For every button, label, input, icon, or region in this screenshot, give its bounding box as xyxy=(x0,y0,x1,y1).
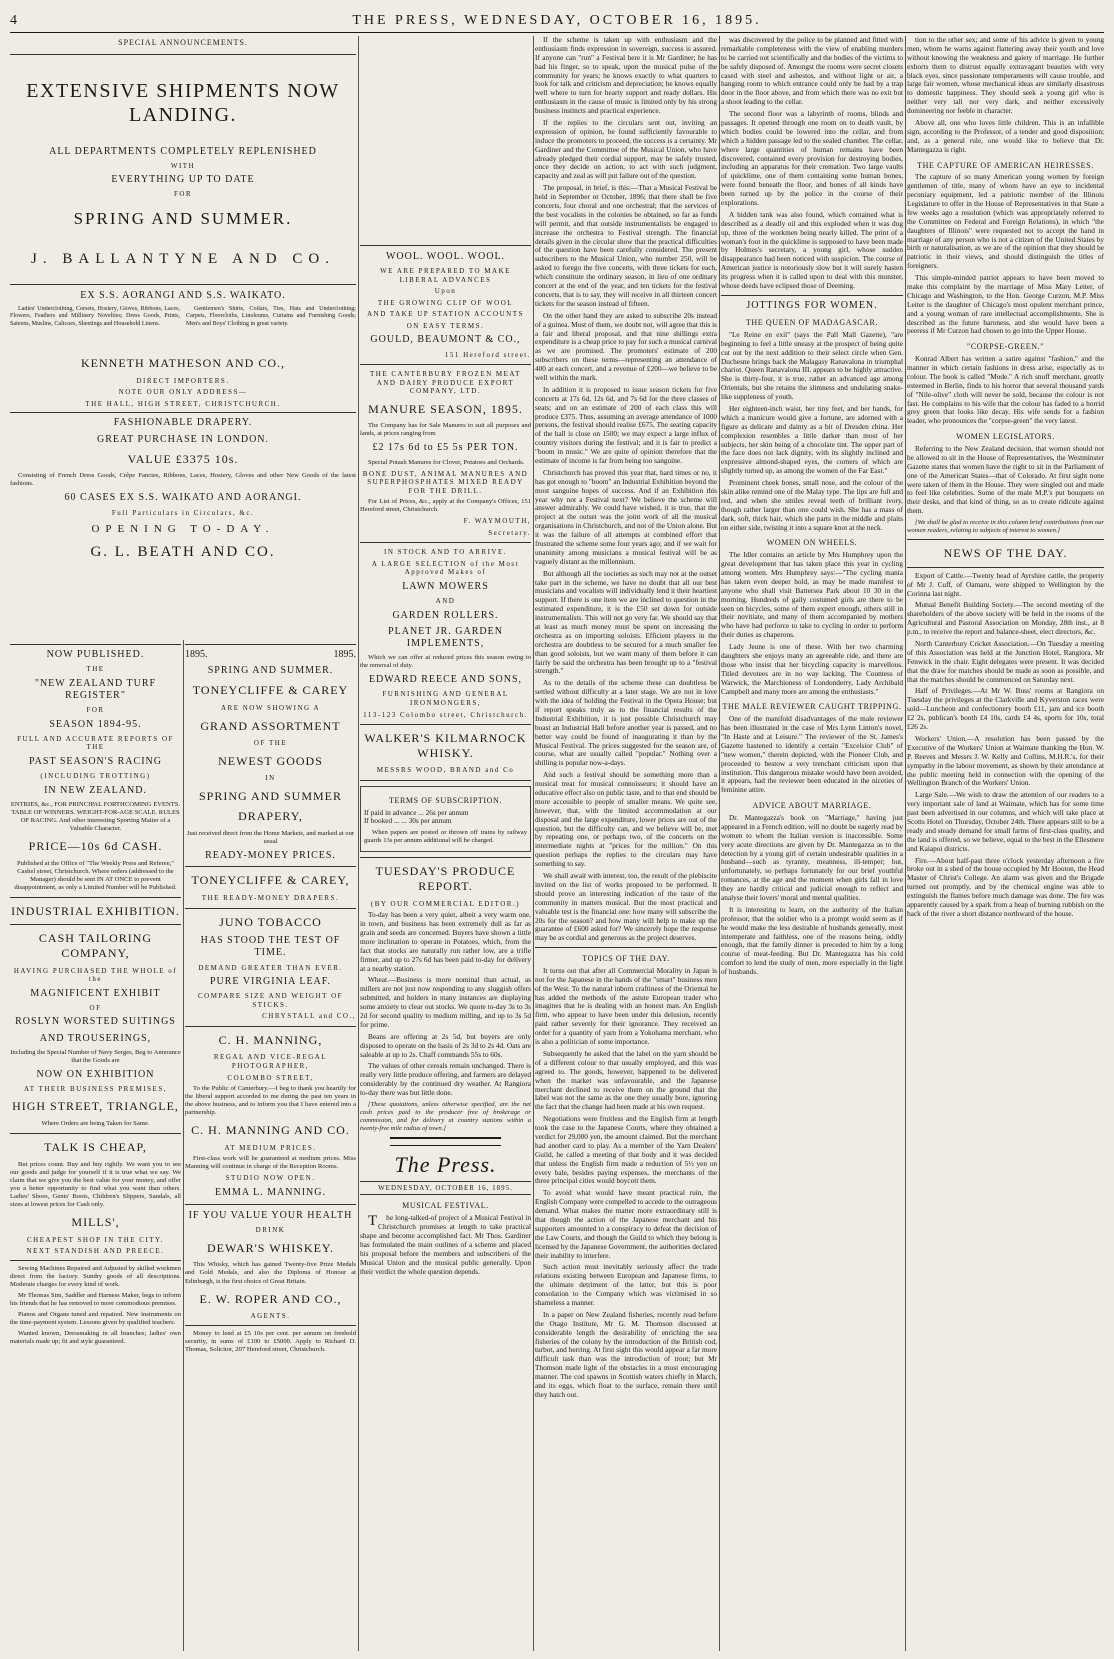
ad-firm: G. L. BEATH AND CO. xyxy=(90,543,276,560)
article-heading: WOMEN ON WHEELS. xyxy=(766,538,858,548)
ad-text: WE ARE PREPARED TO MAKE LIBERAL ADVANCES xyxy=(380,267,511,284)
ad-high-street: HIGH STREET, TRIANGLE, xyxy=(12,1099,179,1114)
ad-selection: A LARGE SELECTION of the Most Approved Makes of xyxy=(371,559,520,577)
canterbury-ad: THE CANTERBURY FROZEN MEAT AND DAIRY PRODUCE EXPORT COMPANY, LTD. MANURE SEASON, 1895. The Company has for Sale Manures to suit all purposes and lands, at prices ranging from £2 17s 6d to £5 5s PER TON. Special Potash Manures for Clover, Potatoes and Orchards. BONE DUST, ANIMAL MANURES AND SUPERPHOSPHATES MIXED READY FOR THE DRILL. For List of Prices, &c., apply at the Company's Offices, 151 Hereford street, Christchurch. F. WAYMOUTH, Secretary. xyxy=(360,370,531,537)
divider xyxy=(360,245,531,246)
ad-firm: TONEYCLIFFE & CAREY, xyxy=(191,873,350,888)
ornament-rule xyxy=(390,1137,501,1146)
article-heading: ADVICE ABOUT MARRIAGE. xyxy=(752,801,872,811)
ad-firm: EDWARD REECE AND SONS, xyxy=(368,674,523,686)
press-date: WEDNESDAY, OCTOBER 16, 1895. xyxy=(360,1181,531,1196)
subscription-advance: If paid in advance ... 26s per annum xyxy=(364,807,469,817)
matheson-ad xyxy=(10,290,356,408)
ad-purchase: GREAT PURCHASE IN LONDON. xyxy=(96,433,270,445)
ad-cases: 60 CASES EX S.S. WAIKATO AND AORANGI. xyxy=(64,492,302,504)
ad-of: OF xyxy=(89,1003,102,1012)
ad-terms: ON EASY TERMS. xyxy=(406,321,485,330)
ad-for: FOR xyxy=(173,190,193,199)
mills-ad: TALK IS CHEAP, But prices count. Buy and buy rightly. We want you to see our goods and judge for yourself if it is true what we say. We claim that we give you the best value for your money, and offer you a better opportunity to find what you want than others. Ladies' Shoes, Gents' Boots, Children's Slippers, Sandals, all sizes at lowest prices for Cash only. MILLS', CHEAPEST SHOP IN THE CITY. NEXT STANDISH AND PREECE. xyxy=(10,1140,181,1256)
divider xyxy=(10,1133,181,1134)
ad-consign: AND TAKE UP STATION ACCOUNTS xyxy=(367,310,524,319)
ad-upon: Upon xyxy=(434,287,457,296)
divider xyxy=(10,412,356,413)
ad-spring: SPRING AND SUMMER xyxy=(198,788,343,803)
toneycliffe-ad: 1895. 1895. SPRING AND SUMMER. TONEYCLIFFE & CAREY ARE NOW SHOWING A GRAND ASSORTMENT OF THE NEWEST GOODS IN SPRING AND SUMMER DRAPERY, Just received direct from the Home Markets, and marked at our usual READY-MONEY PRICES. TONEYCLIFFE & CAREY, THE READY-MONEY DRAPERS. xyxy=(185,649,356,902)
ad-manure: MANURE SEASON, 1895. xyxy=(368,401,523,416)
ad-past: PAST SEASON'S RACING xyxy=(29,755,162,767)
ad-firm: GOULD, BEAUMONT & CO., xyxy=(370,334,521,346)
lawn-ad: IN STOCK AND TO ARRIVE. A LARGE SELECTION of the Most Approved Makes of LAWN MOWERS AND GARDEN ROLLERS. PLANET JR. GARDEN IMPLEMENTS, Which we can offer at reduced prices this season owing to the removal of duty. EDWARD REECE AND SONS, FURNISHING AND GENERAL IRONMONGERS, 113-123 Colombo street, Christchurch. xyxy=(360,548,531,719)
ad-rollers: GARDEN ROLLERS. xyxy=(392,609,499,621)
column-1a: NOW PUBLISHED. THE "NEW ZEALAND TURF REGISTER" FOR SEASON 1894-95. FULL AND ACCURATE REPORTS OF THE PAST SEASON'S RACING (INCLUDING TROTTING) IN NEW ZEALAND. ENTRIES, &c., FOR PRINCIPAL FORTHCOMING EVENTS. TABLE OF WINNERS. WEIGHT-FOR-AGE SCALE. RULES OF RACING. And other interesting Sporting Matter of a Valuable Character. PRICE—10s 6d CASH. Published at the Office of "The Weekly Press and Referee," Cashel street, Christchurch. Where orders (addressed to the Manager) should be sent IN AT ONCE to prevent disappointment, as only a Limited Number will be Published. INDUSTRIAL EXHIBITION. CASH TAILORING COMPANY, HAVING PURCHASED THE WHOLE of the MAGNIFICENT EXHIBIT OF ROSLYN WORSTED SUITINGS AND TROUSERINGS, Including the Special Number of Navy Serges, Beg to Announce that the Goods are NOW ON EXHIBITION AT THEIR BUSINESS PREMISES, HIGH STREET, TRIANGLE, Where Orders are being Taken for Same. TALK IS CHEAP, But prices count. Buy and buy rightly. We want you to see our goods and judge for yourself if it is true what we say. We claim that we give you the best value for your money, and offer you a better opportunity to find what you want than others. Ladies' Shoes, Gents' Boots, Children's Slippers, Sandals, all sizes at lowest prices for Cash only. MILLS', CHEAPEST SHOP IN THE CITY. NEXT STANDISH AND PREECE. Sewing Machines Repaired and Adjusted by skilled workmen direct from the factory. Sundry goods of all descriptions. Moderate charges for every kind of work. Mr Thomas Sim, Saddler and Harness Maker, begs to inform his friends that he has removed to more commodious premises. Pianos and Organs tuned and repaired. New instruments on the time-payment system. Lessons given by qualified teachers. Wanted known, Dressmaking in all branches; ladies' own materials made up; fit and style guaranteed. xyxy=(10,640,181,1651)
divider xyxy=(907,567,1104,568)
column-rule xyxy=(719,36,720,1651)
ad-season: SPRING AND SUMMER. xyxy=(73,208,293,228)
ad-price: £2 17s 6d to £5 5s PER TON. xyxy=(372,442,519,454)
ad-address: 113-123 Colombo street, Christchurch. xyxy=(363,710,528,719)
divider xyxy=(10,1260,181,1261)
ad-magnificent: MAGNIFICENT EXHIBIT xyxy=(30,987,161,999)
divider xyxy=(10,897,181,898)
ad-heading: INDUSTRIAL EXHIBITION. xyxy=(11,903,180,918)
ad-heading: TALK IS CHEAP, xyxy=(44,1140,147,1155)
produce-byline: (BY OUR COMMERCIAL EDITOR.) xyxy=(370,899,521,908)
ad-company: CASH TAILORING COMPANY, xyxy=(38,931,153,960)
divider xyxy=(10,924,181,925)
ad-bonedust: BONE DUST, ANIMAL MANURES AND SUPERPHOSPHATES MIXED READY FOR THE DRILL. xyxy=(362,469,529,495)
ad-stood: HAS STOOD THE TEST OF TIME. xyxy=(200,935,341,959)
article-heading: WOMEN LEGISLATORS. xyxy=(956,432,1055,442)
ad-planet: PLANET JR. GARDEN IMPLEMENTS, xyxy=(388,625,503,649)
column-1b: 1895. 1895. SPRING AND SUMMER. TONEYCLIFFE & CAREY ARE NOW SHOWING A GRAND ASSORTMENT OF THE NEWEST GOODS IN SPRING AND SUMMER DRAPERY, Just received direct from the Home Markets, and marked at our usual READY-MONEY PRICES. TONEYCLIFFE & CAREY, THE READY-MONEY DRAPERS. JUNO TOBACCO HAS STOOD THE TEST OF TIME. DEMAND GREATER THAN EVER. PURE VIRGINIA LEAF. COMPARE SIZE AND WEIGHT OF STICKS. CHRYSTALL and CO., C. H. MANNING, REGAL AND VICE-REGAL PHOTOGRAPHER, COLOMBO STREET, To the Public of Canterbury.—I beg to thank you heartily for the liberal support accorded to me during the past ten years in the above business, and to inform you that I have entered into a partnership. C. H. MANNING AND CO. AT MEDIUM PRICES. First-class work will be guaranteed at medium prices. Miss Manning will continue in charge of the Reception Rooms. STUDIO NOW OPEN. EMMA L. MANNING. IF YOU VALUE YOUR HEALTH DRINK DEWAR'S WHISKEY. This Whisky, which has gained Twenty-five Prize Medals and Gold Medals, and also the Diploma of Honour at Edinburgh, is the first choice of Great Britain. E. W. ROPER AND CO., AGENTS. Money to lend at £5 10s per cent. per annum on freehold security, in sums of £100 to £5000. Apply to Richard D. Thomas, Solicitor, 207 Hereford street, Christchurch. xyxy=(185,640,356,1651)
ad-firm: THE CANTERBURY FROZEN MEAT AND DAIRY PRODUCE EXPORT COMPANY, LTD. xyxy=(370,370,521,396)
article-heading: THE QUEEN OF MADAGASCAR. xyxy=(745,318,879,328)
divider xyxy=(185,1204,356,1205)
ad-firm: E. W. ROPER AND CO., xyxy=(199,1291,342,1306)
ad-price: AT MEDIUM PRICES. xyxy=(224,1143,317,1152)
column-rule xyxy=(358,36,359,1651)
ad-line: EVERYTHING UP TO DATE xyxy=(111,174,255,186)
divider xyxy=(185,1325,356,1326)
article-heading: THE CAPTURE OF AMERICAN HEIRESSES. xyxy=(917,160,1094,170)
ad-emma: EMMA L. MANNING. xyxy=(215,1186,326,1198)
column-rule xyxy=(905,36,906,1651)
ad-circulars: Full Particulars in Circulars, &c. xyxy=(111,508,255,517)
divider xyxy=(360,780,531,781)
ad-role: THE READY-MONEY DRAPERS. xyxy=(201,893,340,902)
subscription-booked: If booked ... ... 30s per annum xyxy=(364,816,452,826)
subscription-box: TERMS OF SUBSCRIPTION. If paid in advance ... 26s per annum If booked ... ... 30s per annum When papers are posted or thrown off trains by railway guards 13s per annum additional will be charged. xyxy=(360,786,531,853)
ad-brand: DEWAR'S WHISKEY. xyxy=(206,1240,335,1255)
leader-heading: MUSICAL FESTIVAL. xyxy=(402,1201,489,1211)
box-heading: TERMS OF SUBSCRIPTION. xyxy=(388,795,502,805)
ad-season: SPRING AND SUMMER. xyxy=(207,665,334,677)
ad-ready: READY-MONEY PRICES. xyxy=(205,850,336,862)
ad-drapery: DRAPERY, xyxy=(238,809,303,824)
section-label: SPECIAL ANNOUNCEMENTS. xyxy=(118,38,248,47)
ad-line: ALL DEPARTMENTS COMPLETELY REPLENISHED xyxy=(49,145,317,157)
ad-opening: OPENING TO-DAY. xyxy=(91,523,275,536)
ad-premises: AT THEIR BUSINESS PREMISES, xyxy=(24,1084,167,1093)
ad-address: 151 Hereford street. xyxy=(444,350,531,359)
ad-grand: GRAND ASSORTMENT xyxy=(200,718,341,733)
ad-and: AND xyxy=(435,597,456,606)
ad-compare: COMPARE SIZE AND WEIGHT OF STICKS. xyxy=(197,992,344,1009)
divider xyxy=(721,295,903,296)
divider xyxy=(360,364,531,365)
ad-newest: NEWEST GOODS xyxy=(218,753,323,768)
column-rule xyxy=(533,36,534,1651)
ad-agents: AGENTS. xyxy=(250,1312,291,1321)
article-heading: "CORPSE-GREEN." xyxy=(966,342,1045,352)
ad-roslyn: ROSLYN WORSTED SUITINGS xyxy=(15,1016,176,1028)
ad-heading: JUNO TOBACCO xyxy=(219,914,322,929)
ad-stock: IN STOCK AND TO ARRIVE. xyxy=(384,548,507,557)
manning-ad: C. H. MANNING, REGAL AND VICE-REGAL PHOTOGRAPHER, COLOMBO STREET, To the Public of Canterbury.—I beg to thank you heartily for the liberal support accorded to me during the past ten years in the above business, and to inform you that I have entered into a partnership. C. H. MANNING AND CO. AT MEDIUM PRICES. First-class work will be guaranteed at medium prices. Miss Manning will continue in charge of the Reception Rooms. STUDIO NOW OPEN. EMMA L. MANNING. xyxy=(185,1032,356,1198)
ad-if: IF YOU VALUE YOUR HEALTH xyxy=(188,1210,353,1222)
ad-role: FURNISHING AND GENERAL IRONMONGERS, xyxy=(382,690,509,707)
ad-price: PRICE—10s 6d CASH. xyxy=(28,838,163,853)
divider xyxy=(10,284,356,285)
ad-value: VALUE £3375 10s. xyxy=(127,451,239,466)
ad-for: FOR xyxy=(86,706,105,715)
ad-firm: KENNETH MATHESON AND CO., xyxy=(81,356,285,371)
ad-corner: NEXT STANDISH AND PREECE. xyxy=(26,1247,165,1256)
ad-brand: WALKER'S KILMARNOCK WHISKY. xyxy=(364,731,527,760)
ad-studio: STUDIO NOW OPEN. xyxy=(225,1174,316,1183)
divider xyxy=(185,1026,356,1027)
ad-line: THE GROWING CLIP OF WOOL xyxy=(377,298,514,307)
ad-trouserings: AND TROUSERINGS, xyxy=(39,1032,152,1044)
column-5: was discovered by the police to be planned and fitted with remarkable completeness with the view of enabling murders to be carried out scientifically and the bodies of the victims to be safely disposed of. Amongst the rooms were secret closets cased with steel and asbestos, and without light or air, a hanging room to which entrance could only be had by a trap door in the floor above, and from which there was no exit but a shoot leading to the cellar. The second floor was a labyrinth of rooms, blinds and passages. It opened through one room on to death vault, by which bodies could be lowered into the cellar, and from which a hidden passage led to the sealed chamber. The cellar, where large quantities of human remains have been discovered, contained every provision for destroying bodies, including an apparatus for their cremation. Two large vaults of quicklime, one of them containing some human bones, were found beneath the floor, and bones of all kinds have been turned up by the police in the course of their explorations. A hidden tank was also found, which contained what is described as a deadly oil and this exploded when it was dug up, three of the workmen being nearly killed. The print of a woman's foot in the quicklime is supposed to have been made by Holmes's secretary, a young girl, whose sudden disappearance had been noticed with suspicion. The course of American justice is notoriously slow but it will surely hasten its progress when it is called upon to deal with this monster, whose deeds have eclipsed those of Deeming. JOTTINGS FOR WOMEN. THE QUEEN OF MADAGASCAR. "Le Reine en exil" (says the Pall Mall Gazette), "are beginning to feel a little uneasy at the prospect of being quite cut out by the next addition to their select circle when Gen. Duchesne brings back the Malagasy Ranavalona in triumphal chariot. Queen Ranavalona III. appears to be highly attractive. She is thirty-four, it is true, rather an advanced age among Orientals, but she retains the slimness and undulating snake-like suppleness of youth. Her eighteen-inch waist, her tiny feet, and her hands, for which a manicure would give a fortune, are adorned with a figure as delicate and dainty as a bit of Dresden china. Her complexion resembles a little darker than most of her subjects, her skin being of a chocolate tint. The upper part of the face does not lack dignity, with its slightly inclined and expressive almond-shaped eyes, the corners of which are slightly turned up, as among the women of the Far East." Prominent cheek bones, small nose, and the colour of the skin alike remind one of the Malay type. The lips are full and red, and when she smiles reveal teeth of brilliant ivory, though rather larger than one could wish. She has a mass of dark, soft, thick hair, which she parts in the middle and plaits on either side, twisting it into a square knot at the neck. WOMEN ON WHEELS. The Idler contains an article by Mrs Humphrey upon the great development that has taken place this year in cycling among women. Mrs Humphrey says:—"The cycling mania has taken even deeper hold, as may be made manifest to anyone who shall visit Battersea Park about 10 30 in the morning. Hundreds of gaily costumed girls are there to be seen on bicycles, some of them expert enough, others still in their novitiate, and many of them accompanied by mothers who have had perforce to take to cycling in order to perform their duties as chaperons. Lady Jeune is one of these. With her two charming daughters she enjoys many an agreeable ride, and there are those who insist that her bicycling capacity is marvellous. Titled devotees are in no way lacking. The Countess of Warwick, the Marchioness of Londonderry, Lady Archibald Campbell and many more are among the enthusiasts." THE MALE REVIEWER CAUGHT TRIPPING. One of the manifold disadvantages of the male reviewer has been illustrated in the case of Mrs Lynn Linton's novel, "In Haste and at Leisure." The reviewer of the St. James's Gazette hastened to identify a certain "Excelsior Club" of "new women," therein depicted, with the Pioneer Club, and proceeded to bestow a very trenchant criticism upon that institution. This dangerous mistake would have been avoided, it appears, had the reviewer been educated in the niceties of feminine attire. ADVICE ABOUT MARRIAGE. Dr. Mantegazza's book on "Marriage," having just appeared in a French edition, will no doubt be eagerly read by women to whom the Italian version is inaccessible. Some very acute directions are given by Dr. Mantegazza as to the detection by a young girl of certain undesirable qualities in a husband—such as tyranny, meanness, ill-temper; but, unfortunately, so perhaps fortunately for our brief youthful romances, at the age and the moment when girls fall in love they are hardly critical and judicial enough to reflect and analyse their lovers' moral and mental qualities. It is interesting to learn, on the authority of the Italian professor, that the soldier who is a prompt would seem as if he would make the less desirable of husbands generally, most intemperate and faithless, one of the reasons being, oddly enough, that the family dinner is preceded to him by a long course of meat-feeding. But Dr. Mantegazza has his cold comfort to lend the study of men, more especially in the light of husbands. xyxy=(721,36,903,977)
ad-drink: DRINK xyxy=(255,1226,286,1235)
column-6: tion to the other sex; and some of his advice is given to young men, whom he warns against flattering away their youth and love without knowing the weakness and gaiety of marriage. He further exhorts them to distrust equally extravagant beauties with very black eyes, since passionate temperaments will cause trouble, and large fair women, whose mechanical ideas are similarly disastrous to domestic happiness. They should seek a young girl who is neither very tall nor very dark, and neither excessively domineering nor feeble in character. Above all, one who loves little children. This is an infallible sign, according to the Professor, of a tender and good disposition; and, as a general rule, one would like to believe that Dr. Mantegazza is right. THE CAPTURE OF AMERICAN HEIRESSES. The capture of so many American young women by foreign gentlemen of title, many of whom have an eye to incidental pecuniary equipment, led a patriotic member of the Illinois Legislature to offer in the House of Representatives in that State a few weeks ago a resolution (which was appropriately referred to the Committee on Federal and Foreign Relations), in which "the daughters of Illinois" were requested not to accept the hand in marriage of any person who is not a citizen of the United States by birth or naturalisation, as we are of the opinion that they should be patriotic in their views, and should distinguish the titles of foreigners. This simple-minded patriot appears to have been moved to make this complaint by the marriage of Miss Mary Leiter, of Chicago and Washington, to the Hon. George Curzon, M.P. Miss Leiter is the daughter of Chicago's most opulent merchant prince, and a young woman of rare intellectual accomplishments. She is described as the future baroness, and she would have been a peeress if Mr Curzon had chosen to go into the Upper House. "CORPSE-GREEN." Konrad Albert has written a satire against "fashion," and the manner in which certain fashions in dress arise, especially as to colour. The book is called "Mode." A rich snuff merchant, greatly esteemed in Berlin, finds to his horror that several thousand yards of "Nile-olive" cloth will never be sold, because the colour is not fast. He complains to his wife that the colour has faded to a horrid grey green that looks like decay. His wife sends for a fashion leader, who pronounces the "corpse-green" the very latest. WOMEN LEGISLATORS. Referring to the New Zealand decision, that women should not be allowed to sit in the House of Representatives, the Westminster Gazette states that women have the right to sit in the Parliament of one of the American States—that of Colorado. At first sight none were taken of them in the House. They were singled out and made to feel like celebrities. Some of the male M.P.'s put bouquets on their desks, and that kind of thing, so as to create ridicule against them. [We shall be glad to receive in this column brief contributions from our women readers, relating to subjects of interest to women.] NEWS OF THE DAY. Export of Cattle.—Twenty head of Ayrshire cattle, the property of Mr J. Cuff, of Oamaru, were shipped to Wellington by the Corinna last night. Mutual Benefit Building Society.—The second meeting of the shareholders of the above society will be held in the rooms of the Agricultural and Pastoral Association on Monday, 28th inst., at 8 p.m., to receive the report and balance-sheet, elect directors, &c. North Canterbury Cricket Association.—On Tuesday a meeting of this Association was held at the Junction Hotel, Rangiora, Mr Fenwick in the chair. Eight delegates were present. It was decided that the draw for matches should be made as soon as possible, and that the matches should be commenced on Saturday next. Half of Privileges.—At Mr W. Buss' rooms at Rangiora on Tuesday the privileges at the Clarkville and Kyverston races were sold—Luncheon and confectionery booth £11, jam and ice booth £2 2s, publican's booth £4 10s, cards £4 4s, sports for 10s, total £26 2s. Workers' Union.—A resolution has been passed by the Executive of the Workers' Union at Waimate thanking the Hon. W. P. Reeves and Messrs J. W. Kelly and Collins, M.H.R.'s, for their sympathy in the labour movement, as shown by their attendance at the public meeting held in connection with the opening of the Wellington Branch of the Workers' Union. Large Sale.—We wish to draw the attention of our readers to a very important sale of land at Waimate, which has for some time past been advertised in our columns, and which will take place at Scotts Hotel on Thursday, October 24th. There appears still to be a ready and steady demand for small farms of first-class quality, and the land is offered, so we believe, equal to the best in the Ellesmere and Kaiapoi districts. Fire.—About half-past three o'clock yesterday afternoon a fire broke out in a shed of the house occupied by Mr Hooton, the Head Master of Christ's College. An alarm was given and the Brigade turned out promptly, and by the chemical engine was able to extinguish the flames before much damage was done. The fire was apparently caused by a spark from a heap of burning rubbish on the back of the river a short distance northward of the house. xyxy=(907,36,1104,918)
ad-heading: WOOL. WOOL. WOOL. xyxy=(385,251,506,262)
ballantyne-ad xyxy=(10,79,356,268)
ad-nz: IN NEW ZEALAND. xyxy=(44,784,147,796)
produce-heading: TUESDAY'S PRODUCE REPORT. xyxy=(375,864,516,894)
ad-address: THE HALL, HIGH STREET, CHRISTCHURCH. xyxy=(85,399,281,408)
column-special-announcements xyxy=(10,36,356,636)
wool-ad xyxy=(360,251,531,359)
divider xyxy=(360,857,531,858)
ad-agents: CHRYSTALL and CO., xyxy=(262,1012,356,1021)
ad-with: WITH xyxy=(170,161,196,170)
ad-secretary: Secretary. xyxy=(488,528,531,537)
divider xyxy=(535,947,717,948)
ad-showing: ARE NOW SHOWING A xyxy=(220,704,321,712)
ad-now-on: NOW ON EXHIBITION xyxy=(36,1068,155,1080)
ad-address: COLOMBO STREET, xyxy=(227,1073,314,1082)
ad-now: NOW PUBLISHED. xyxy=(46,649,145,660)
year: 1895. xyxy=(333,649,356,660)
ad-listing: Ladies' Underclothing, Corsets, Hosiery, Gloves, Ribbons, Laces, Flowers, Feathers and Millinery Novelties; Dress Goods, Prints, Sateens, Muslins, Calicoes, Sheetings and Household Linens. Gentlemen's Shirts, Collars, Ties, Hats and Underclothing; Carpets, Floorcloths, Linoleums, Curtains and Furnishing Goods; Men's and Boys' Clothing in great variety. xyxy=(10,306,356,327)
year: 1895. xyxy=(185,649,208,660)
ad-full: FULL AND ACCURATE REPORTS OF THE xyxy=(17,734,174,752)
ad-role: REGAL AND VICE-REGAL PHOTOGRAPHER, xyxy=(213,1053,328,1070)
ad-headline: EXTENSIVE SHIPMENTS NOW LANDING. xyxy=(26,79,340,127)
divider xyxy=(360,724,531,725)
ad-incl: (INCLUDING TROTTING) xyxy=(40,772,151,781)
ad-firm: TONEYCLIFFE & CAREY xyxy=(192,683,349,698)
divider xyxy=(185,644,356,645)
page-masthead xyxy=(10,10,1104,33)
ad-pure: PURE VIRGINIA LEAF. xyxy=(209,976,332,988)
jottings-heading: JOTTINGS FOR WOMEN. xyxy=(746,299,878,311)
ad-name: C. H. MANNING, xyxy=(218,1032,323,1047)
paper-title: THE PRESS, WEDNESDAY, OCTOBER 16, 1895. xyxy=(352,13,762,28)
walkers-ad xyxy=(360,731,531,775)
divider xyxy=(185,866,356,867)
article-heading: THE MALE REVIEWER CAUGHT TRIPPING. xyxy=(722,702,902,712)
ad-firm: C. H. MANNING AND CO. xyxy=(191,1123,350,1138)
dewar-ad: IF YOU VALUE YOUR HEALTH DRINK DEWAR'S WHISKEY. This Whisky, which has gained Twenty-five Prize Medals and Gold Medals, and also the Diploma of Honour at Edinburgh, is the first choice of Great Britain. E. W. ROPER AND CO., AGENTS. xyxy=(185,1210,356,1321)
divider xyxy=(907,539,1104,540)
ad-signed: F. WAYMOUTH, xyxy=(463,517,531,526)
juno-ad xyxy=(185,915,356,1021)
ad-mowers: LAWN MOWERS xyxy=(402,580,489,592)
ad-season: SEASON 1894-95. xyxy=(49,718,142,730)
column-rule xyxy=(183,640,184,1651)
ad-of-the: OF THE xyxy=(253,739,288,748)
divider xyxy=(185,908,356,909)
topics-heading: TOPICS OF THE DAY. xyxy=(582,954,670,964)
divider xyxy=(10,54,356,55)
ad-mills: MILLS', xyxy=(71,1214,120,1229)
ad-heading: FASHIONABLE DRAPERY. xyxy=(113,417,253,429)
press-masthead: The Press. xyxy=(394,1152,497,1178)
ad-years xyxy=(185,649,356,661)
beath-ad: FASHIONABLE DRAPERY. GREAT PURCHASE IN LONDON. VALUE £3375 10s. Consisting of French Dress Goods, Crêpe Fancies, Ribbons, Laces, Hosiery, Gloves and other New Goods of the latest fashions. 60 CASES EX S.S. WAIKATO AND AORANGI. Full Particulars in Circulars, &c. OPENING TO-DAY. G. L. BEATH AND CO. xyxy=(10,417,356,560)
ad-in: IN xyxy=(265,774,276,783)
column-4: If the scheme is taken up with enthusiasm and the enthusiasm finds expression in sovereign, success is assured. If anyone can "run" a Festival here it is Mr Gardiner; he has had his finger, so to speak, upon the musical pulse of the community for years; he knows exactly to what quarters to look for talk and criticism and depreciation; he knows equally well where to turn for hearty support and ready dollars. His enthusiasm in the cause of music is limited only by his strong business instincts and practical experience. If the replies to the circulars sent out, inviting an expression of opinion, be found sufficiently favourable to induce the promoters to proceed, the success is a certainty. Mr Gardiner and the Committee of the Musical Union, who have already pledged their cordial support, may be safely trusted, once they decide on action, to act with such judgment, capacity and zeal as will put failure out of the question. The proposal, in brief, is this:—That a Musical Festival be held in September or October, 1896; that there shall be five concerts, four choral and one orchestral; that the services of the best vocalists in the colonies be obtained, so far as funds will permit, and that outside instrumentalists be engaged to increase the orchestra to Festival strength. The financial details given in the circular show that the practical difficulties of the question have been carefully considered. The present subscribers to the Musical Union, who number 250, will be asked to forego the five concerts, with three tickets for each, which constitute the ordinary season, in lieu of one ordinary concert at the end of the year, and ten tickets for the festival concerts, that is to say, they will receive in all thirteen concert tickets for the season instead of fifteen. On the other hand they are asked to subscribe 20s instead of a guinea. Most of them, we doubt not, will agree that this is a fair and liberal proposal, and that nine shillings extra expenditure is a cheap price to pay for such a musical carnival as we are promised. The promoters' estimate of 200 subscribers on these terms—representing an attendance of 400 at each concert, and a revenue of £200—we believe to be well within the mark. In addition it is proposed to issue season tickets for five concerts at 17s 6d, 12s 6d, and 7s 6d for the three classes of seats; and on an estimate of 200 of each class this will produce £375. Thus, assuming an average attendance of 1000 persons, the festival should realise £675. The seating capacity of the hall is close on 1500; we may expect a large influx of country visitors during the festival; and it is fair to predict a "boom in music." We are quite of opinion therefore that the estimate of income is far from being too sanguine. Christchurch has proved this year that, hard times or no, it has got enough to "boom" an Industrial Exhibition beyond the most sanguine hopes of success. And if an Exhibition this year why not a Festival next? We believe the scheme will answer admirably. We could have wished, it is true, that the project at the outset was the joint work of all the musical organisations in Christchurch, and not of the Union alone. But it was the failure of all attempts at combined effort that frustrated the scheme some four years ago; and if we wait for unanimity among musicians a musical festival will be as vaguely distant as the millennium. But although all the societies as such may not at the outset take part in the scheme, we have no doubt that all our best musicians and vocalists will individually lend it their heartiest support. If there is one item we are inclined to question in the estimated expenditure, it is the £50 set down for outside instrumentalists. This will not go very far. We should say that at least as much money must be spent on increasing the orchestra as on importing soloists. Efficient players in the orchestra are doubtless to be secured for a much smaller fee than good soloists, but we want many of them before it can fairly be said the orchestra has been brought up to a "festival strength." As to the details of the scheme these can doubtless be settled without difficulty at a later stage. We are not in love with the idea of holding the Festival in the Opera House; but if report speaks truly as to the financial results of the Industrial Exhibition, it is just possible Christchurch may boast an Industrial Hall before another year is passed, and no better way could be found of inaugurating it than by the Musical Festival. The prices suggested for the season are, of course, what are usually called "popular." Nothing over a shilling is popular now-a-days. And such a festival should be something more than a musical treat for musical connoisseurs; it should have an educative effect also on public taste, and to that end should be more accessible to people of smaller means. We quite see, however, that, with the limited accommodation at our disposal and the large expenditure, lower prices are out of the question, but the difficulty can, and we believe will be, met by repeating one, or perhaps two, of the concerts on the intermediate nights at "prices for the million." On this question perhaps the replies to the circulars may have something to say. We shall await with interest, too, the result of the plebiscite invited on the list of works proposed to be performed. It should prove an interesting indication of the taste of the community in matters musical. But the most practical and valuable test is the financial one: how many will subscribe the 20s for the season? and how many will help to make up the guarantee of £600 asked for? We sincerely hope the response may be as cordial and generous as the project deserves. TOPICS OF THE DAY. It turns out that after all Commercial Morality in Japan is not for the Japanese in the hands of the "smart" business men of the West. To the natural inborn craftiness of the Oriental he has added the methods of the astute European trader who imagines that he is dealing with an honest man. An English firm, who appear to have been under this delusion, recently paid rather severely for their ignorance. They received an order for a quantity of yarn from a Yokohama merchant, who is also a politician of some importance. Subsequently he asked that the label on the yarn should be of a different colour to that usually employed, and this was agreed to. The goods, however, happened to be delivered when the market was unfavourable, and the Japanese merchant declined to receive them on the ground that the label was not the same as the one they usually bore, ignoring the fact that the change had been made at his own request. Negotiations were fruitless and the English firm at length took the case to the Japanese Courts, where they obtained a verdict for 29,000 yen, the amount claimed. But the merchant had another card to play. As a member of the Yarn Dealers' Guild, he called a meeting of that body and it was decided that unless the English firm made a reduction of 5½ yen on every bale, besides paying expenses, the merchants of the three principal cities would boycott them. To avoid what would have meant practical ruin, the English Company were compelled to accede to the outrageous demand. What makes the matter more extraordinary still is that though the action of the Japanese merchant and his supporters amounted to a conspiracy to defeat the decision of the Law Courts, and though the Guild to which they belong is licensed by the Japanese Government, the authorities declared their inability to interfere. Such action must inevitably seriously affect the trade relations existing between European and Japanese firms, to the ultimate detriment of the latter, but this is poor consolation to the Company which was victimised in so shameless a manner. In a paper on New Zealand fisheries, recently read before the Otago Institute, Mr G. M. Thomson discussed at considerable length the desirability of enriching the sea fisheries of the colony by the introduction of the British cod, turbot, and herring. At first sight this would appear a far more difficult task than was the introduction of trout; but Mr Thomson made light of the obstacles in a most encouraging manner. The cod spawns in Scottish waters chiefly in March, and its eggs, which float to the surface, remain there until they hatch out. xyxy=(535,36,717,1399)
ad-the: THE xyxy=(86,665,105,674)
ad-demand: DEMAND GREATER THAN EVER. xyxy=(198,963,343,972)
turf-register-ad: NOW PUBLISHED. THE "NEW ZEALAND TURF REGISTER" FOR SEASON 1894-95. FULL AND ACCURATE REPORTS OF THE PAST SEASON'S RACING (INCLUDING TROTTING) IN NEW ZEALAND. ENTRIES, &c., FOR PRINCIPAL FORTHCOMING EVENTS. TABLE OF WINNERS. WEIGHT-FOR-AGE SCALE. RULES OF RACING. And other interesting Sporting Matter of a Valuable Character. PRICE—10s 6d CASH. Published at the Office of "The Weekly Press and Referee," Cashel street, Christchurch. Where orders (addressed to the Manager) should be sent IN AT ONCE to prevent disappointment, as only a Limited Number will be Published. xyxy=(10,649,181,891)
page-number: 4 xyxy=(10,13,18,28)
ad-note: NOTE OUR ONLY ADDRESS— xyxy=(118,388,248,397)
exhibition-ad: INDUSTRIAL EXHIBITION. CASH TAILORING COMPANY, HAVING PURCHASED THE WHOLE of the MAGNIFICENT EXHIBIT OF ROSLYN WORSTED SUITINGS AND TROUSERINGS, Including the Special Number of Navy Serges, Beg to Announce that the Goods are NOW ON EXHIBITION AT THEIR BUSINESS PREMISES, HIGH STREET, TRIANGLE, Where Orders are being Taken for Same. xyxy=(10,903,181,1128)
ad-ships: EX S.S. AORANGI AND S.S. WAIKATO. xyxy=(80,290,286,301)
divider xyxy=(10,644,181,645)
news-heading: NEWS OF THE DAY. xyxy=(943,546,1068,561)
ad-firm: J. BALLANTYNE AND CO. xyxy=(31,250,335,267)
ad-role: DIRECT IMPORTERS. xyxy=(136,376,230,385)
ad-intro: HAVING PURCHASED THE WHOLE of the xyxy=(13,966,178,984)
column-3: WOOL. WOOL. WOOL. WE ARE PREPARED TO MAKE LIBERAL ADVANCES Upon THE GROWING CLIP OF WOOL AND TAKE UP STATION ACCOUNTS ON EASY TERMS. GOULD, BEAUMONT & CO., 151 Hereford street. THE CANTERBURY FROZEN MEAT AND DAIRY PRODUCE EXPORT COMPANY, LTD. MANURE SEASON, 1895. The Company has for Sale Manures to suit all purposes and lands, at prices ranging from £2 17s 6d to £5 5s PER TON. Special Potash Manures for Clover, Potatoes and Orchards. BONE DUST, ANIMAL MANURES AND SUPERPHOSPHATES MIXED READY FOR THE DRILL. For List of Prices, &c., apply at the Company's Offices, 151 Hereford street, Christchurch. F. WAYMOUTH, Secretary. IN STOCK AND TO ARRIVE. A LARGE SELECTION of the Most Approved Makes of LAWN MOWERS AND GARDEN ROLLERS. PLANET JR. GARDEN IMPLEMENTS, Which we can offer at reduced prices this season owing to the removal of duty. EDWARD REECE AND SONS, FURNISHING AND GENERAL IRONMONGERS, 113-123 Colombo street, Christchurch. WALKER'S KILMARNOCK WHISKY. MESSRS WOOD, BRAND and Co TERMS OF SUBSCRIPTION. If paid in advance ... 26s per annum If booked ... ... 30s per annum When papers are posted or thrown off trains by railway guards 13s per annum additional will be charged. TUESDAY'S PRODUCE REPORT. (BY OUR COMMERCIAL EDITOR.) To-day has been a very quiet, albeit a very warm one, in town, and business has been extremely dull as far as grain and seeds are concerned. Buyers have shown a little more inclination to operate in Potatoes, which, from the fact that stocks are naturally run rather low, are a trifle firmer, and up to 27s 6d has been paid to-day for delivery at a nearby station. Wheat.—Business is more nominal than actual, as millers are not just now responding to any sluggish offers submitted, and holders in many instances are displaying some anxiety to clear out stocks. We quote to-day 3s to 3s 2d for second quality to medium milling, and up to 3s 5d for prime. Beans are offering at 2s 5d, but buyers are only disposed to operate on the basis of 2s 3d to 2s 4d. Oats are saleable at up to 2s. Chaff commands 55s to 60s. The values of other cereals remain unchanged. There is really very little produce offering, and farmers are delayed considerably by the continued dry weather. At Rangiora to-day there was but little done. [These quotations, unless otherwise specified, are the net cash prices paid to the producer free of brokerage or commission, and for delivery at country stations within a twenty-five mile radius of town.] The Press. WEDNESDAY, OCTOBER 16, 1895. MUSICAL FESTIVAL. The long-talked-of project of a Musical Festival in Christchurch promises at length to take practical shape and become accomplished fact. Mr Thos. Gardiner has formulated the main outlines of a scheme and placed his proposal before the members and subscribers of the Musical Union and the musical public generally. Upon their verdict the whole question depends. xyxy=(360,36,531,1651)
ad-agents: MESSRS WOOD, BRAND and Co xyxy=(376,766,515,775)
divider xyxy=(360,542,531,543)
ad-title: "NEW ZEALAND TURF REGISTER" xyxy=(34,677,157,701)
ad-shop: CHEAPEST SHOP IN THE CITY. xyxy=(27,1235,164,1244)
